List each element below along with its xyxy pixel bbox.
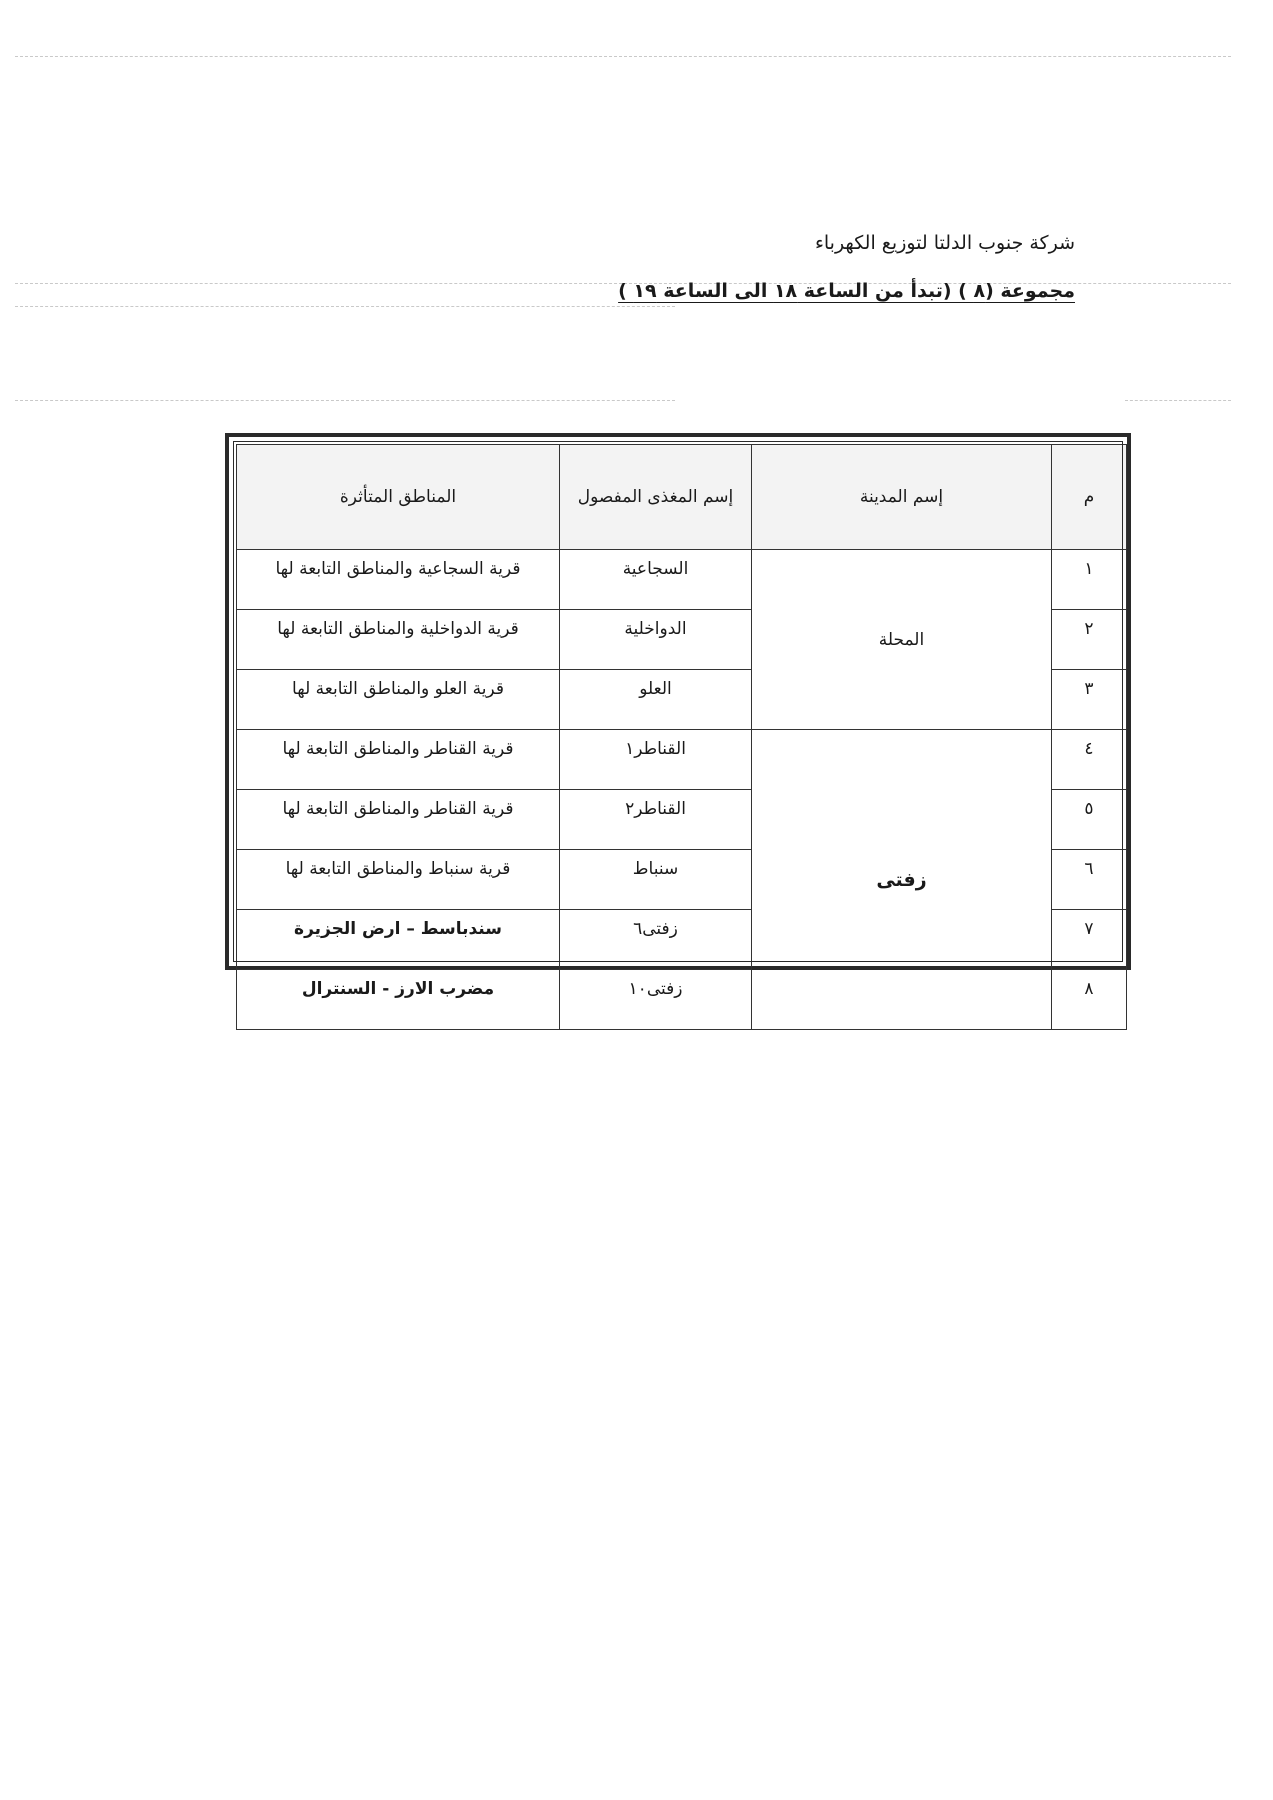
- feeder-cell: زفتى٦: [560, 910, 752, 970]
- schedule-table: [236, 444, 1127, 1030]
- areas-cell: مضرب الارز - السنترال: [237, 970, 560, 1030]
- feeder-cell: العلو: [560, 670, 752, 730]
- table-header-row: [237, 445, 1127, 550]
- feeder-cell: زفتى١٠: [560, 970, 752, 1030]
- col-header-feeder: إسم المغذى المفصول: [560, 445, 752, 550]
- group-title: مجموعة (٨ ) (تبدأ من الساعة ١٨ الى الساعة ١٩ ): [618, 280, 1075, 302]
- feeder-cell: سنباط: [560, 850, 752, 910]
- row-num: ٤: [1052, 730, 1127, 790]
- scan-line-mid-right: [1125, 400, 1231, 401]
- schedule-table-frame: [225, 433, 1131, 999]
- row-num: ٧: [1052, 910, 1127, 970]
- areas-cell: سندباسط – ارض الجزيرة: [237, 910, 560, 970]
- row-num: ٦: [1052, 850, 1127, 910]
- row-num: ٨: [1052, 970, 1127, 1030]
- areas-cell: قرية القناطر والمناطق التابعة لها: [237, 730, 560, 790]
- feeder-cell: السجاعية: [560, 550, 752, 610]
- row-num: ١: [1052, 550, 1127, 610]
- row-num: ٢: [1052, 610, 1127, 670]
- company-name: شركة جنوب الدلتا لتوزيع الكهرباء: [814, 232, 1075, 254]
- areas-cell: قرية السجاعية والمناطق التابعة لها: [237, 550, 560, 610]
- city-cell: زفتى: [752, 730, 1052, 1030]
- areas-cell: قرية الدواخلية والمناطق التابعة لها: [237, 610, 560, 670]
- table-row: [237, 730, 1127, 790]
- scan-line-mid-left: [15, 400, 675, 401]
- areas-cell: قرية القناطر والمناطق التابعة لها: [237, 790, 560, 850]
- city-cell: المحلة: [752, 550, 1052, 730]
- scan-line-top: [15, 56, 1231, 57]
- areas-cell: قرية العلو والمناطق التابعة لها: [237, 670, 560, 730]
- areas-cell: قرية سنباط والمناطق التابعة لها: [237, 850, 560, 910]
- row-num: ٣: [1052, 670, 1127, 730]
- feeder-cell: الدواخلية: [560, 610, 752, 670]
- row-num: ٥: [1052, 790, 1127, 850]
- col-header-areas: المناطق المتأثرة: [237, 445, 560, 550]
- feeder-cell: القناطر٢: [560, 790, 752, 850]
- feeder-cell: القناطر١: [560, 730, 752, 790]
- table-row: [237, 550, 1127, 610]
- col-header-city: إسم المدينة: [752, 445, 1052, 550]
- scan-line-header-2: [15, 306, 675, 307]
- col-header-num: م: [1052, 445, 1127, 550]
